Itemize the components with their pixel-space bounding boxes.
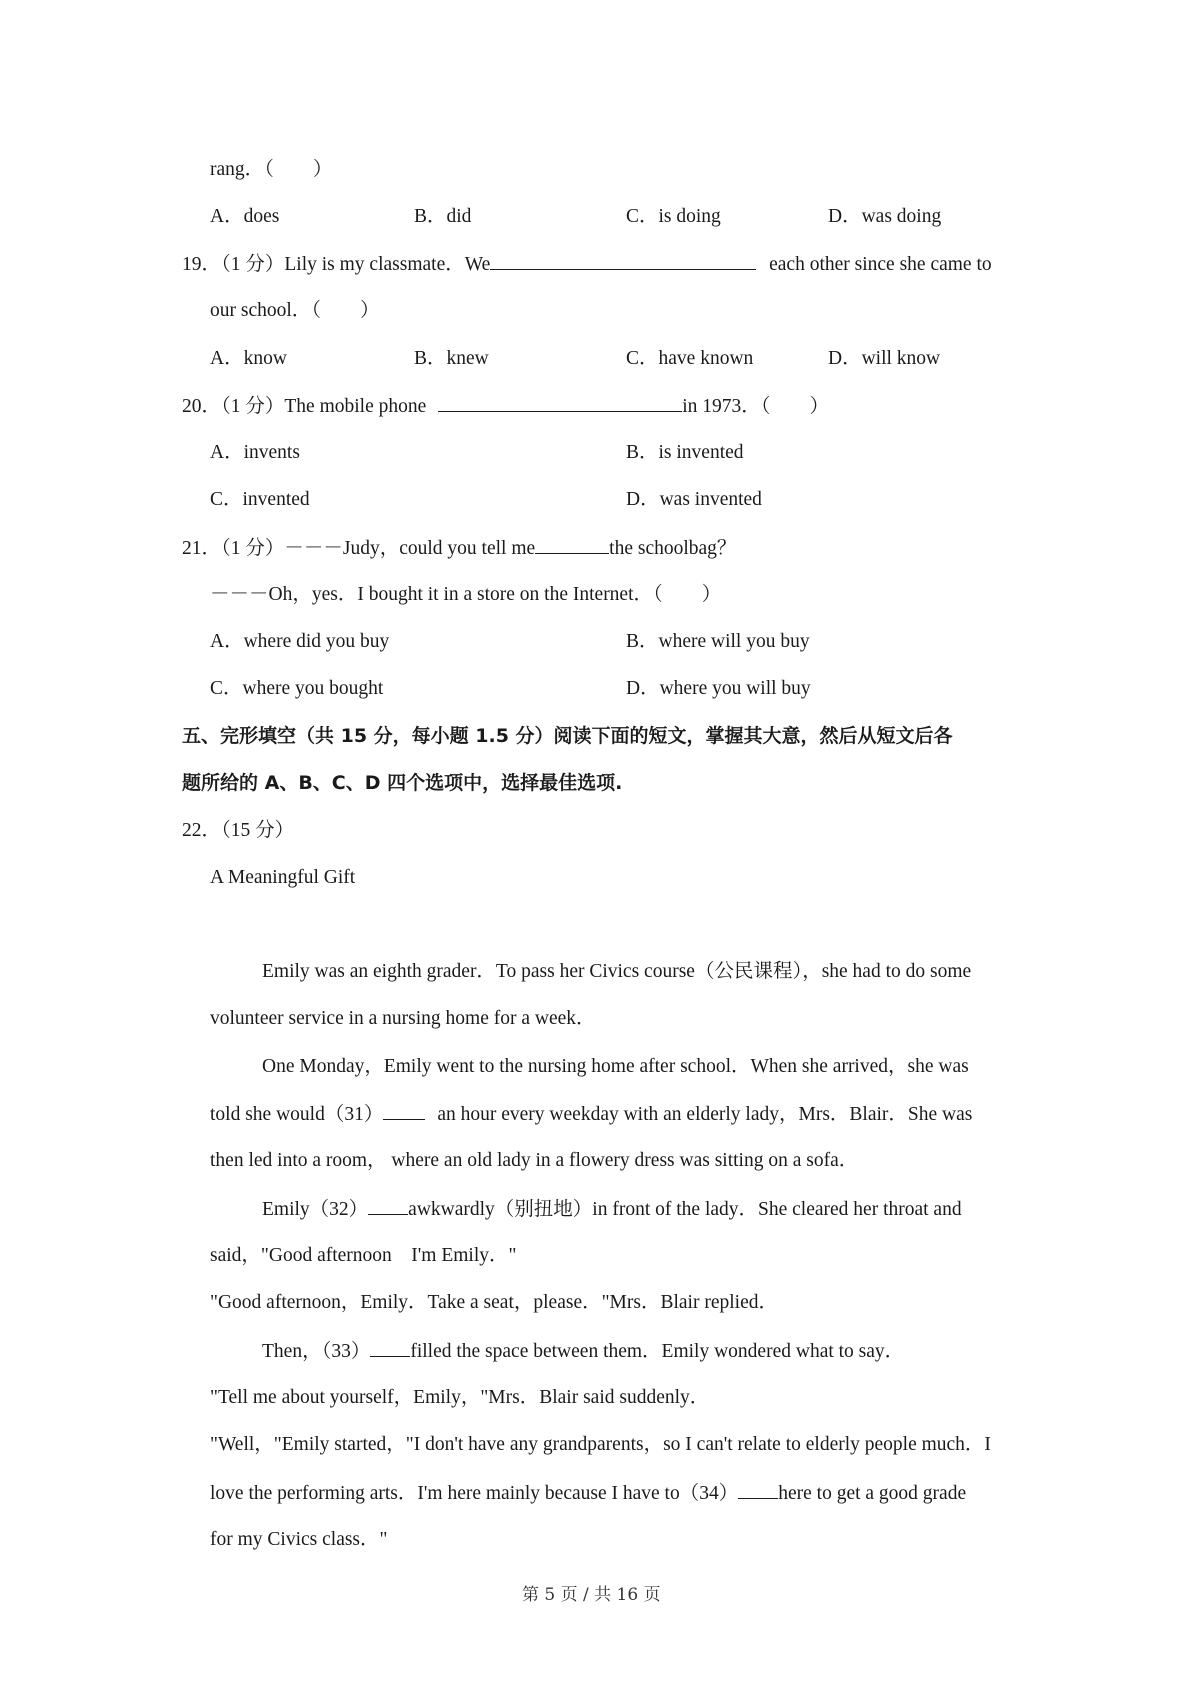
passage-p2-line2 [210,1101,972,1128]
q19-option-b: B．knew [414,348,489,369]
passage-title: A Meaningful Gift [210,867,356,888]
passage-p1-line2: volunteer service in a nursing home for a week． [210,1008,596,1029]
q19-option-d: D．will know [828,348,941,369]
q18-stem-end: rang．（ ） [210,159,333,180]
q19-option-a: A．know [210,348,287,369]
q20-stem [182,393,829,420]
blank-34 [738,1480,778,1499]
q19-option-c: C．have known [626,348,754,369]
blank-33 [370,1338,410,1357]
passage-p7-line2 [210,1480,966,1507]
passage-p2-line3: then led into a room， where an old lady in a flowery dress was sitting on a sofa． [210,1150,859,1171]
q21-stem-post: the schoolbag？ [609,538,737,559]
passage-p3-line2: said，"Good afternoon I'm Emily．" [210,1245,517,1266]
blank-31 [383,1101,425,1120]
passage-p7-post: here to get a good grade [778,1483,967,1504]
q22-header: 22．（15 分） [182,820,295,841]
passage-p6: "Tell me about yourself，Emily，"Mrs．Blair said suddenly． [210,1387,710,1408]
q21-option-d: D．where you will buy [626,678,811,699]
page-footer: 第 5 页 / 共 16 页 [522,1585,661,1605]
q19-stem-pre: 19．（1 分）Lily is my classmate．We [182,254,491,275]
q18-option-a: A．does [210,206,280,227]
q20-option-c: C．invented [210,489,310,510]
q20-blank [438,393,682,412]
passage-p5 [262,1338,904,1365]
q20-option-b: B．is invented [626,442,744,463]
q18-option-c: C．is doing [626,206,721,227]
section-heading-line1: 五、完形填空（共 15 分，每小题 1.5 分）阅读下面的短文，掌握其大意，然后从短文后各 [182,725,953,747]
q18-option-b: B．did [414,206,472,227]
q18-option-d: D．was doing [828,206,942,227]
passage-p3-post: awkwardly（别扭地）in front of the lady．She cleared her throat and [408,1199,962,1220]
q21-option-c: C．where you bought [210,678,384,699]
passage-p7-pre: love the performing arts．I'm here mainly because I have to（34） [210,1483,739,1504]
passage-p2-post: an hour every weekday with an elderly lady，Mrs．Blair．She was [437,1104,973,1125]
q20-option-a: A．invents [210,442,300,463]
q19-blank [490,251,756,270]
q21-answer-line: －－－Oh，yes．I bought it in a store on the Internet．（ ） [210,584,722,605]
passage-p5-post: filled the space between them．Emily wondered what to say． [410,1341,905,1362]
section-heading-line2: 题所给的 A、B、C、D 四个选项中，选择最佳选项. [182,772,623,794]
q20-option-d: D．was invented [626,489,762,510]
q21-option-b: B．where will you buy [626,631,810,652]
blank-32 [368,1196,408,1215]
q20-stem-pre: 20．（1 分）The mobile phone [182,396,427,417]
passage-p7-line3: for my Civics class．" [210,1529,388,1550]
passage-p3-pre: Emily（32） [262,1199,369,1220]
q19-stem-post: each other since she came to [769,254,992,275]
q21-stem-pre: 21．（1 分）－－－Judy，could you tell me [182,538,536,559]
q21-blank [535,535,609,554]
passage-p2-pre: told she would（31） [210,1104,384,1125]
q19-stem [182,251,992,278]
passage-p5-pre: Then，（33） [262,1341,371,1362]
passage-p4: "Good afternoon，Emily．Take a seat，please．"Mrs．Blair replied． [210,1292,778,1313]
q19-stem-end: our school．（ ） [210,300,380,321]
passage-p7-line1: "Well，"Emily started，"I don't have any grandparents，so I can't relate to elderly people much．I [210,1434,991,1455]
passage-p1-line1: Emily was an eighth grader．To pass her Civics course（公民课程），she had to do some [262,961,972,982]
q21-stem [182,535,736,562]
passage-p3-line1 [262,1196,962,1223]
passage-p2-line1: One Monday，Emily went to the nursing home after school．When she arrived，she was [262,1056,969,1077]
q21-option-a: A．where did you buy [210,631,390,652]
q20-stem-post: in 1973．（ ） [682,396,830,417]
